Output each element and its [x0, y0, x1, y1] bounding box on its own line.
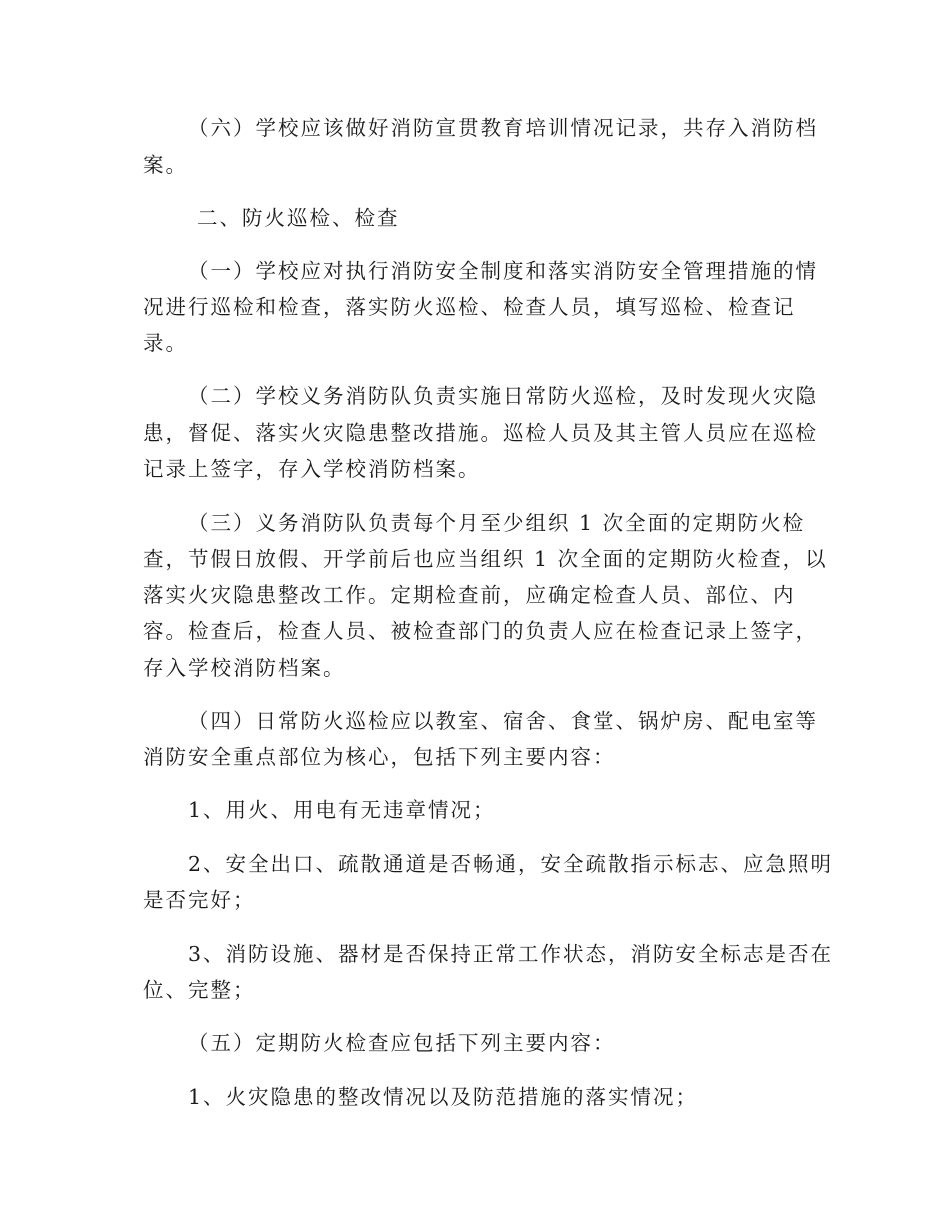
- paragraph-4-line-1: （四）日常防火巡检应以教室、宿舍、食堂、锅炉房、配电室等: [188, 709, 818, 733]
- paragraph-6-line-2: 案。: [143, 153, 188, 177]
- paragraph-2-line-1: （二）学校义务消防队负责实施日常防火巡检，及时发现火灾隐: [188, 384, 818, 408]
- list-item-4-2-line-1: 2、安全出口、疏散通道是否畅通，安全疏散指示标志、应急照明: [188, 852, 834, 876]
- paragraph-5-line-1: （五）定期防火检查应包括下列主要内容：: [188, 1031, 616, 1055]
- section-heading: 二、防火巡检、检查: [197, 206, 400, 230]
- list-item-4-3-line-1: 3、消防设施、器材是否保持正常工作状态，消防安全标志是否在: [188, 942, 834, 966]
- list-item-4-2-line-2: 是否完好；: [143, 888, 256, 912]
- paragraph-3-line-1: （三）义务消防队负责每个月至少组织 1 次全面的定期防火检: [188, 511, 806, 535]
- paragraph-3-line-4: 容。检查后，检查人员、被检查部门的负责人应在检查记录上签字，: [143, 619, 818, 643]
- paragraph-1-line-2: 况进行巡检和检查，落实防火巡检、检查人员，填写巡检、检查记: [143, 295, 796, 319]
- paragraph-1-line-1: （一）学校应对执行消防安全制度和落实消防安全管理措施的情: [188, 259, 818, 283]
- paragraph-3-line-5: 存入学校消防档案。: [143, 656, 346, 680]
- list-item-5-1: 1、火灾隐患的整改情况以及防范措施的落实情况；: [188, 1085, 699, 1109]
- paragraph-3-line-2: 查，节假日放假、开学前后也应当组织 1 次全面的定期防火检查，以: [143, 547, 828, 571]
- paragraph-3-line-3: 落实火灾隐患整改工作。定期检查前，应确定检查人员、部位、内: [143, 583, 796, 607]
- paragraph-4-line-2: 消防安全重点部位为核心，包括下列主要内容：: [143, 745, 616, 769]
- paragraph-2-line-2: 患，督促、落实火灾隐患整改措施。巡检人员及其主管人员应在巡检: [143, 421, 818, 445]
- paragraph-1-line-3: 录。: [143, 331, 188, 355]
- list-item-4-1: 1、用火、用电有无违章情况；: [188, 798, 496, 822]
- paragraph-6-line-1: （六）学校应该做好消防宣贯教育培训情况记录，共存入消防档: [188, 116, 818, 140]
- list-item-4-3-line-2: 位、完整；: [143, 978, 256, 1002]
- paragraph-2-line-3: 记录上签字，存入学校消防档案。: [143, 457, 481, 481]
